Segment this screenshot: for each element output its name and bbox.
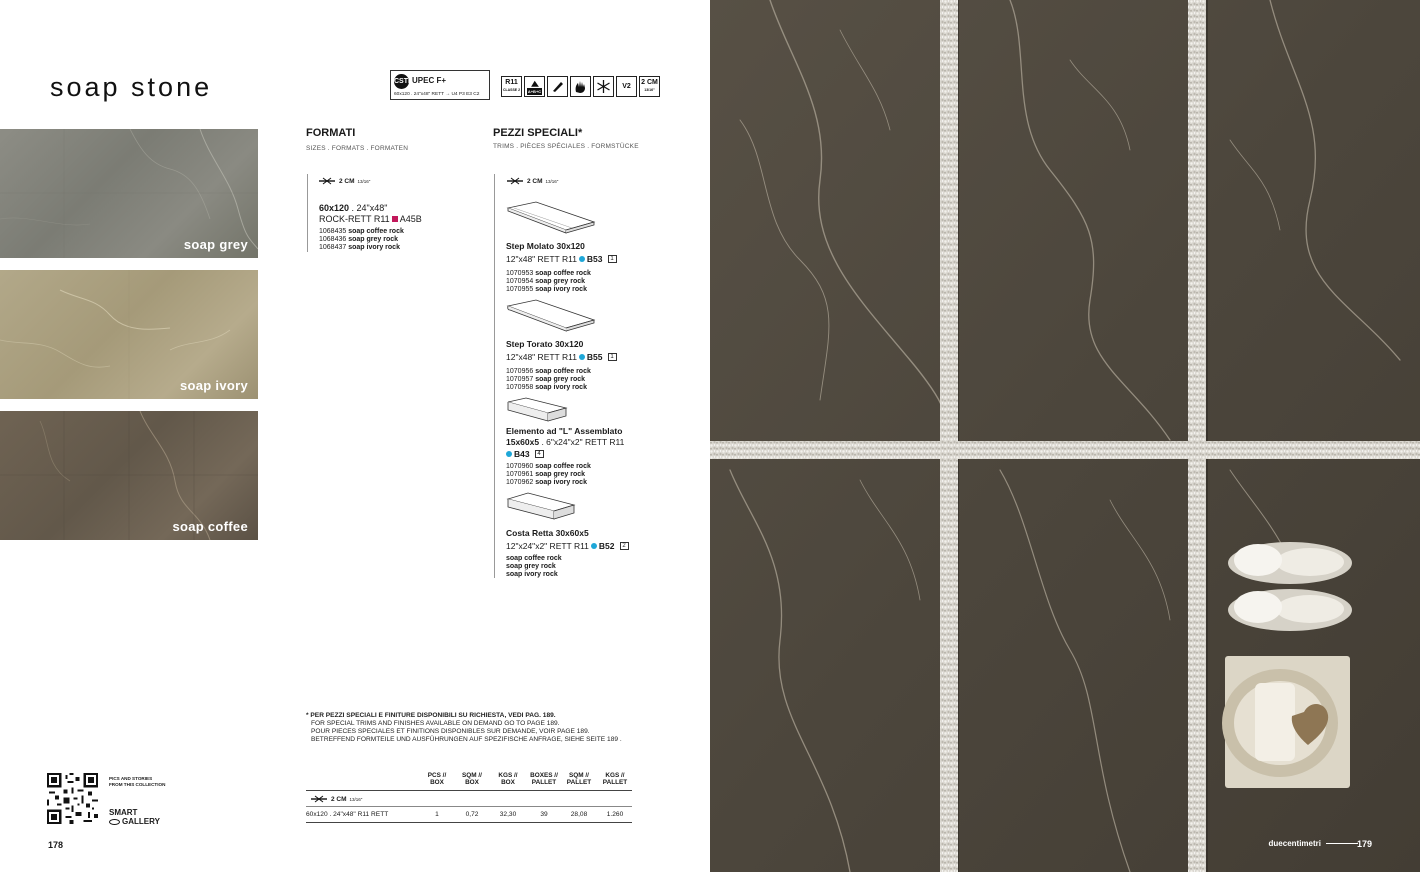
- trim-name: Elemento ad "L" Assemblato 15x60x5 . 6"x24"x2" RETT R11: [506, 426, 625, 447]
- table-thickness: 2 CM 13/16": [310, 795, 362, 803]
- table-cell: 1.260: [606, 811, 624, 818]
- list-item: 1068435 soap coffee rock: [319, 228, 404, 235]
- trim-spec: 12"x48" RETT R11 B53 1: [506, 254, 617, 264]
- tile-floor-image: [710, 0, 1420, 872]
- qty-badge: 1: [608, 353, 617, 361]
- formati-thickness: 2 CM 13/16": [318, 177, 370, 185]
- qty-badge: 4: [535, 450, 544, 458]
- page-number-left: 178: [48, 840, 64, 850]
- format-codes: [319, 228, 404, 252]
- pezzi-divider: [494, 174, 495, 578]
- swatch-soap-coffee[interactable]: [0, 411, 258, 540]
- thickness-icon: [318, 177, 336, 185]
- trim-codes: [506, 368, 591, 392]
- table-header: PCS // BOX: [427, 772, 447, 786]
- qr-code-icon[interactable]: [47, 773, 98, 824]
- blue-dot-icon: [579, 354, 585, 360]
- list-item: 1070960 soap coffee rock: [506, 463, 591, 470]
- upec-certification: [390, 70, 490, 100]
- ambience-photo: [710, 0, 1420, 872]
- list-item: 1070953 soap coffee rock: [506, 270, 591, 277]
- table-header: BOXES // PALLET: [530, 772, 558, 786]
- list-item: 1070962 soap ivory rock: [506, 479, 587, 486]
- list-item: soap ivory rock: [506, 571, 558, 578]
- list-item: soap coffee rock: [506, 555, 562, 562]
- trim-spec: B43 4: [506, 449, 544, 459]
- swatch-label: soap ivory: [179, 378, 248, 393]
- divider: [1326, 843, 1358, 844]
- feature-icons: [501, 76, 660, 98]
- list-item: soap grey rock: [506, 563, 556, 570]
- barefoot-icon: A+B+C: [524, 76, 545, 97]
- cert-name: UPEC F+: [412, 76, 447, 85]
- list-item: 1070954 soap grey rock: [506, 278, 586, 285]
- table-rule: [306, 822, 632, 823]
- list-item: 1070955 soap ivory rock: [506, 286, 587, 293]
- swatch-label: soap grey: [183, 237, 248, 252]
- table-cell: 1: [435, 811, 439, 818]
- blue-dot-icon: [506, 451, 512, 457]
- l-element-drawing: [506, 396, 568, 422]
- trim-name: Step Molato 30x120: [506, 241, 585, 251]
- list-item: 1070958 soap ivory rock: [506, 384, 587, 391]
- format-size: 60x120 . 24"x48": [319, 203, 388, 213]
- footnote: * PER PEZZI SPECIALI E FINITURE DISPONIBILI SU RICHIESTA, VEDI PAG. 189. FOR SPECIAL TRIMS AND FINISHES AVAILABLE ON DEMAND GO TO PAGE 189. POUR PIECES SPECIALES ET FINITIONS DISPONIBLES SUR DEMANDE, VOIR PAGE 189. BETREFFEND FORMTEILE UND AUSFÜHRUNGEN AUF SPEZIFISCHE ANFRAGE, SIEHE SEITE 189 .: [306, 712, 622, 743]
- smart-gallery-link[interactable]: SMART GALLERY: [109, 808, 160, 826]
- eye-icon: [109, 819, 120, 825]
- trim-codes: [506, 270, 591, 294]
- list-item: 1070961 soap grey rock: [506, 471, 586, 478]
- trim-spec: 12"x24"x2" RETT R11 B52 2: [506, 541, 629, 551]
- table-row-label: 60x120 . 24"x48" R11 RETT: [306, 811, 389, 818]
- page-number-right: 179: [1356, 839, 1372, 849]
- table-cell: 32,30: [499, 811, 517, 818]
- table-cell: 39: [540, 811, 548, 818]
- list-item: 1070956 soap coffee rock: [506, 368, 591, 375]
- swatch-label: soap coffee: [172, 519, 248, 534]
- table-header: SQM // BOX: [462, 772, 482, 786]
- list-item: 1070957 soap grey rock: [506, 376, 586, 383]
- slip-rating-icon: R11 CLASSE 2: [501, 76, 522, 97]
- list-item: 1068436 soap grey rock: [319, 236, 399, 243]
- costa-retta-drawing: [506, 491, 576, 521]
- hand-touch-icon: [570, 76, 591, 97]
- shade-variation-icon: V2: [616, 76, 637, 97]
- qty-badge: 2: [620, 542, 629, 550]
- blue-dot-icon: [579, 256, 585, 262]
- cert-sub: 60x120 . 24"x48" RETT → U4 P3 E3 C2: [394, 92, 480, 97]
- page-title: soap stone: [50, 72, 213, 102]
- trim-spec: 12"x48" RETT R11 B55 1: [506, 352, 617, 362]
- table-cell: 28,08: [570, 811, 588, 818]
- thickness-icon: 2 CM 13/16": [639, 76, 660, 97]
- qty-badge: 1: [608, 255, 617, 263]
- pezzi-thickness: 2 CM 13/16": [506, 177, 558, 185]
- table-rule: [306, 790, 632, 791]
- thickness-icon: [506, 177, 524, 185]
- step-torato-drawing: [506, 298, 596, 334]
- table-cell: 0,72: [465, 811, 479, 818]
- table-header: KGS // PALLET: [602, 772, 628, 786]
- formati-heading: FORMATI: [306, 127, 356, 139]
- brand-footer: duecentimetri: [1269, 839, 1358, 848]
- formati-sub: SIZES . FORMATS . FORMATEN: [306, 145, 409, 152]
- formati-divider: [307, 174, 308, 252]
- red-square-icon: [392, 216, 398, 222]
- trim-codes: [506, 555, 562, 579]
- thickness-icon: [310, 795, 328, 803]
- table-header: KGS // BOX: [498, 772, 518, 786]
- swatch-soap-grey[interactable]: [0, 129, 258, 258]
- blue-dot-icon: [591, 543, 597, 549]
- pezzi-sub: TRIMS . PIÈCES SPÉCIALES . FORMSTÜCKE: [493, 143, 639, 150]
- towel-bowl-icon: [1222, 656, 1350, 788]
- qr-caption: PICS AND STORIES FROM THIS COLLECTION: [109, 776, 166, 787]
- list-item: 1068437 soap ivory rock: [319, 244, 400, 251]
- pezzi-heading: PEZZI SPECIALI*: [493, 127, 583, 139]
- trim-name: Step Torato 30x120: [506, 339, 584, 349]
- frost-resistant-icon: [593, 76, 614, 97]
- trim-name: Costa Retta 30x60x5: [506, 528, 589, 538]
- table-rule: [306, 806, 632, 807]
- format-type: ROCK-RETT R11 A45B: [319, 214, 422, 224]
- swatch-soap-ivory[interactable]: [0, 270, 258, 399]
- cstb-logo-icon: CSTB: [394, 74, 409, 89]
- table-header: SQM // PALLET: [566, 772, 592, 786]
- stain-resistance-icon: [547, 76, 568, 97]
- step-molato-drawing: [506, 200, 596, 236]
- trim-codes: [506, 463, 591, 487]
